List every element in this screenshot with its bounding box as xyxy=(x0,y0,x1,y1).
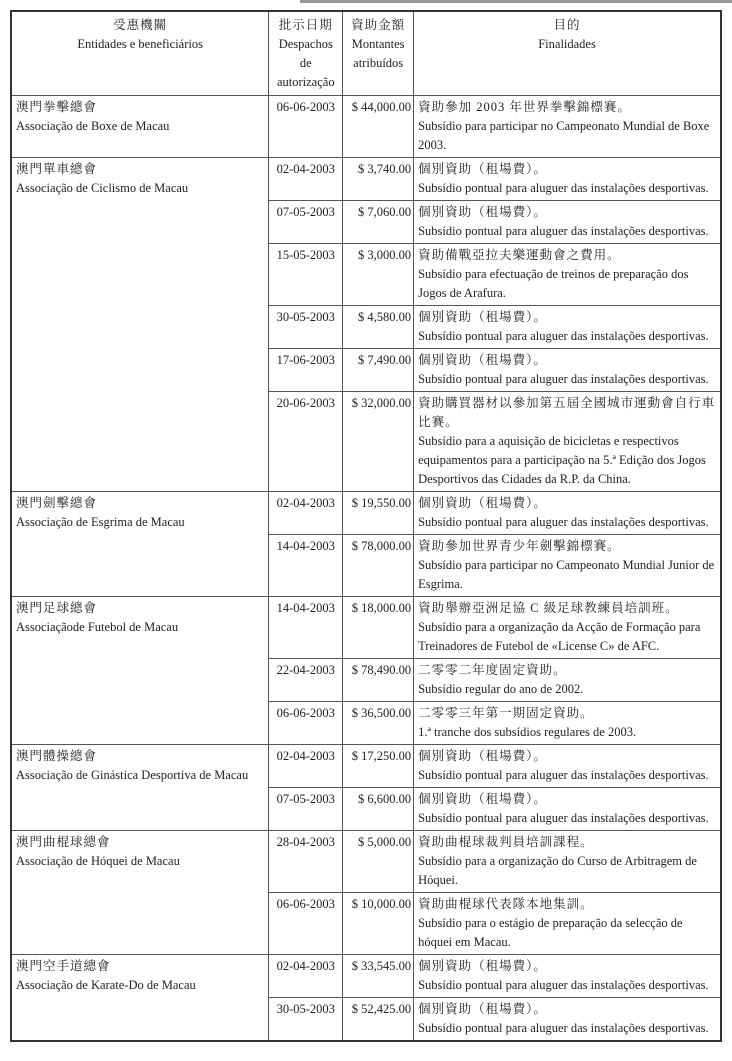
entity-name-zh: 澳門單車總會 xyxy=(16,162,98,176)
grant-purpose-pt: 1.ª tranche dos subsídios regulares de 2003. xyxy=(418,725,637,739)
grant-date: 30-05-2003 xyxy=(269,306,343,349)
grant-purpose xyxy=(414,349,721,392)
grant-purpose-pt: Subsídio pontual para aluguer das instalações desportivas. xyxy=(418,978,709,992)
grant-purpose xyxy=(414,998,721,1042)
header-entities-zh: 受惠機關 xyxy=(113,18,168,32)
table-row xyxy=(11,831,721,893)
grant-date: 15-05-2003 xyxy=(269,244,343,306)
grant-purpose xyxy=(414,535,721,597)
grant-purpose xyxy=(414,597,721,659)
grant-purpose-zh: 個別資助（租場費）。 xyxy=(418,162,547,176)
grant-purpose xyxy=(414,955,721,998)
grant-purpose-zh: 個別資助（租場費）。 xyxy=(418,496,547,510)
grant-purpose-pt: Subsídio pontual para aluguer das instalações desportivas. xyxy=(418,811,709,825)
grant-amount: $ 44,000.00 xyxy=(343,96,414,158)
grant-date: 30-05-2003 xyxy=(269,998,343,1042)
grant-purpose xyxy=(414,831,721,893)
grant-purpose-zh: 個別資助（租場費）。 xyxy=(418,792,547,806)
table-header xyxy=(11,11,721,96)
grant-purpose xyxy=(414,492,721,535)
header-dates-pt1: Despachos de xyxy=(278,37,333,70)
entity-name-zh: 澳門空手道總會 xyxy=(16,959,111,973)
table-row xyxy=(11,745,721,788)
grant-purpose-pt: Subsídio pontual para aluguer das instalações desportivas. xyxy=(418,1021,709,1035)
grant-date: 20-06-2003 xyxy=(269,392,343,492)
grant-date: 14-04-2003 xyxy=(269,597,343,659)
grant-purpose-pt: Subsídio para a organização da Acção de Formação para Treinadores de Futebol de «License C» de AFC. xyxy=(418,620,701,653)
grant-purpose-zh: 個別資助（租場費）。 xyxy=(418,353,547,367)
grant-date: 06-06-2003 xyxy=(269,702,343,745)
header-purposes-pt: Finalidades xyxy=(538,37,596,51)
grant-date: 06-06-2003 xyxy=(269,893,343,955)
grant-date: 07-05-2003 xyxy=(269,788,343,831)
header-dates-pt2: autorização xyxy=(276,75,335,89)
header-amounts xyxy=(343,11,414,96)
grant-amount: $ 18,000.00 xyxy=(343,597,414,659)
grant-date: 02-04-2003 xyxy=(269,158,343,201)
entity-name-zh: 澳門體操總會 xyxy=(16,749,98,763)
grant-purpose xyxy=(414,702,721,745)
grant-amount: $ 78,490.00 xyxy=(343,659,414,702)
entity-name-pt: Associação de Esgrima de Macau xyxy=(16,515,185,529)
entity-name-pt: Associação de Hóquei de Macau xyxy=(16,854,180,868)
grant-purpose-zh: 資助備戰亞拉夫樂運動會之費用。 xyxy=(418,248,621,262)
grant-purpose-pt: Subsídio pontual para aluguer das instalações desportivas. xyxy=(418,329,709,343)
grant-purpose-zh: 資助舉辦亞洲足協 C 級足球教練員培訓班。 xyxy=(418,601,679,615)
grant-amount: $ 3,000.00 xyxy=(343,244,414,306)
header-dates xyxy=(269,11,343,96)
grant-purpose-pt: Subsídio para o estágio de preparação da selecção de hóquei em Macau. xyxy=(418,916,683,949)
grant-purpose-zh: 個別資助（租場費）。 xyxy=(418,749,547,763)
entity-name-zh: 澳門曲棍球總會 xyxy=(16,835,111,849)
grants-table xyxy=(10,10,722,1042)
grant-purpose-zh: 個別資助（租場費）。 xyxy=(418,1002,547,1016)
entity-name-pt: Associação de Boxe de Macau xyxy=(16,119,170,133)
grant-purpose-zh: 資助參加世界青少年劍擊錦標賽。 xyxy=(418,539,621,553)
entity-name-zh: 澳門劍擊總會 xyxy=(16,496,98,510)
page-top-rule xyxy=(300,0,732,3)
grant-purpose xyxy=(414,745,721,788)
grant-purpose-pt: Subsídio pontual para aluguer das instalações desportivas. xyxy=(418,372,709,386)
grant-amount: $ 4,580.00 xyxy=(343,306,414,349)
grant-date: 06-06-2003 xyxy=(269,96,343,158)
grant-date: 02-04-2003 xyxy=(269,492,343,535)
grant-amount: $ 33,545.00 xyxy=(343,955,414,998)
grant-purpose xyxy=(414,659,721,702)
grant-amount: $ 36,500.00 xyxy=(343,702,414,745)
grant-purpose xyxy=(414,96,721,158)
entity-name-pt: Associação de Ginástica Desportiva de Macau xyxy=(16,768,249,782)
grant-purpose-zh: 資助曲棍球裁判員培訓課程。 xyxy=(418,835,594,849)
header-amounts-pt1: Montantes xyxy=(351,37,405,51)
grant-date: 02-04-2003 xyxy=(269,955,343,998)
grant-purpose-zh: 個別資助（租場費）。 xyxy=(418,205,547,219)
grant-purpose-pt: Subsídio pontual para aluguer das instalações desportivas. xyxy=(418,181,709,195)
grant-purpose-zh: 二零零三年第一期固定資助。 xyxy=(418,706,594,720)
grant-amount: $ 32,000.00 xyxy=(343,392,414,492)
entity-cell xyxy=(11,831,269,955)
grant-amount: $ 17,250.00 xyxy=(343,745,414,788)
entity-cell xyxy=(11,745,269,831)
grant-purpose-pt: Subsídio para participar no Campeonato Mundial Junior de Esgrima. xyxy=(418,558,715,591)
grant-purpose-pt: Subsídio pontual para aluguer das instalações desportivas. xyxy=(418,768,709,782)
grant-purpose-zh: 二零零二年度固定資助。 xyxy=(418,663,567,677)
grant-purpose xyxy=(414,893,721,955)
grant-amount: $ 6,600.00 xyxy=(343,788,414,831)
header-purposes-zh: 目的 xyxy=(553,18,581,32)
grant-purpose-zh: 資助參加 2003 年世界拳擊錦標賽。 xyxy=(418,100,631,114)
table-row xyxy=(11,955,721,998)
grant-amount: $ 10,000.00 xyxy=(343,893,414,955)
entity-cell xyxy=(11,96,269,158)
grant-purpose xyxy=(414,306,721,349)
grant-date: 17-06-2003 xyxy=(269,349,343,392)
grant-purpose-pt: Subsídio para a organização do Curso de Arbitragem de Hóquei. xyxy=(418,854,697,887)
entity-cell xyxy=(11,492,269,597)
grant-purpose xyxy=(414,392,721,492)
grant-date: 28-04-2003 xyxy=(269,831,343,893)
grant-purpose-zh: 個別資助（租場費）。 xyxy=(418,310,547,324)
grant-amount: $ 7,060.00 xyxy=(343,201,414,244)
grant-purpose xyxy=(414,201,721,244)
grant-amount: $ 5,000.00 xyxy=(343,831,414,893)
grant-purpose-pt: Subsídio para a aquisição de bicicletas e respectivos equipamentos para a participação na 5.ª Edição dos Jogos Desportivos das Cidades da R.P. da China. xyxy=(418,434,706,486)
grant-amount: $ 52,425.00 xyxy=(343,998,414,1042)
header-entities-pt: Entidades e beneficiários xyxy=(77,37,203,51)
grant-date: 02-04-2003 xyxy=(269,745,343,788)
grant-purpose xyxy=(414,158,721,201)
grant-purpose xyxy=(414,244,721,306)
header-purposes xyxy=(414,11,721,96)
entity-name-pt: Associaçãode Futebol de Macau xyxy=(16,620,179,634)
entity-name-pt: Associação de Karate-Do de Macau xyxy=(16,978,196,992)
grant-purpose xyxy=(414,788,721,831)
header-entities xyxy=(11,11,269,96)
entity-cell xyxy=(11,955,269,1042)
table-row xyxy=(11,597,721,659)
grant-purpose-pt: Subsídio para efectuação de treinos de preparação dos Jogos de Arafura. xyxy=(418,267,689,300)
grant-date: 14-04-2003 xyxy=(269,535,343,597)
grant-purpose-zh: 個別資助（租場費）。 xyxy=(418,959,547,973)
header-dates-zh: 批示日期 xyxy=(278,18,333,32)
grant-purpose-pt: Subsídio pontual para aluguer das instalações desportivas. xyxy=(418,515,709,529)
grant-amount: $ 3,740.00 xyxy=(343,158,414,201)
grant-amount: $ 78,000.00 xyxy=(343,535,414,597)
grant-amount: $ 7,490.00 xyxy=(343,349,414,392)
entity-cell xyxy=(11,597,269,745)
entity-name-pt: Associação de Ciclismo de Macau xyxy=(16,181,189,195)
grant-purpose-zh: 資助曲棍球代表隊本地集訓。 xyxy=(418,897,594,911)
header-amounts-pt2: atribuídos xyxy=(353,56,404,70)
grant-date: 22-04-2003 xyxy=(269,659,343,702)
grant-purpose-zh: 資助購買器材以參加第五屆全國城市運動會自行車比賽。 xyxy=(418,396,716,429)
entity-name-zh: 澳門拳擊總會 xyxy=(16,100,98,114)
table-row xyxy=(11,96,721,158)
grant-amount: $ 19,550.00 xyxy=(343,492,414,535)
entity-cell xyxy=(11,158,269,492)
entity-name-zh: 澳門足球總會 xyxy=(16,601,98,615)
header-amounts-zh: 資助金額 xyxy=(351,18,406,32)
grant-purpose-pt: Subsídio pontual para aluguer das instalações desportivas. xyxy=(418,224,709,238)
table-row xyxy=(11,492,721,535)
table-row xyxy=(11,158,721,201)
grant-date: 07-05-2003 xyxy=(269,201,343,244)
grant-purpose-pt: Subsídio regular do ano de 2002. xyxy=(418,682,584,696)
grant-purpose-pt: Subsídio para participar no Campeonato Mundial de Boxe 2003. xyxy=(418,119,710,152)
